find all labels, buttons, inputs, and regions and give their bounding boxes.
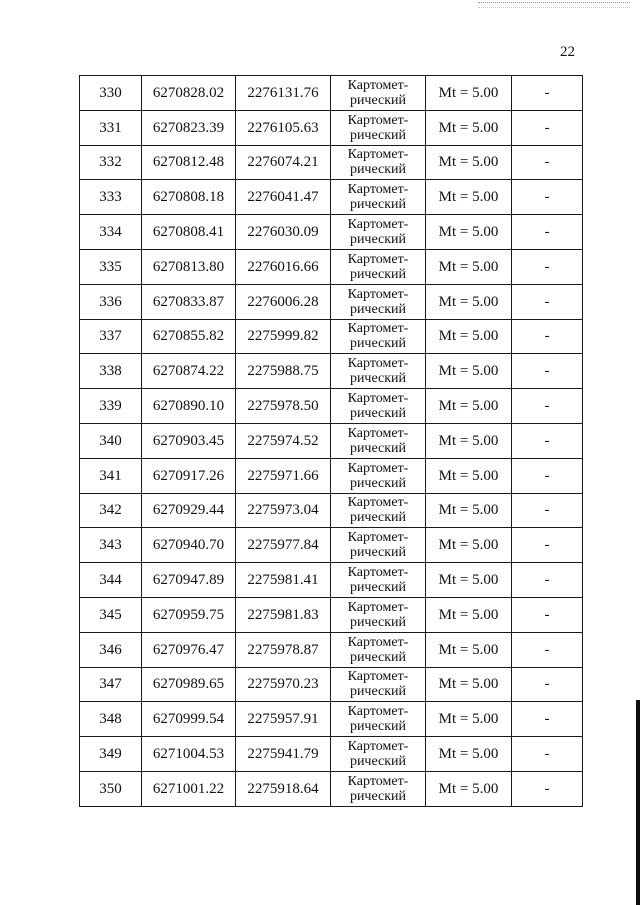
method-line-2: рический [349, 197, 407, 213]
note-cell: - [512, 423, 583, 458]
point-number-cell: 348 [80, 702, 142, 737]
method-line-2: рический [349, 510, 407, 526]
point-number-cell: 343 [80, 528, 142, 563]
table-row [80, 110, 583, 145]
y-coordinate-cell: 2276006.28 [236, 284, 331, 319]
table-row [80, 354, 583, 389]
method-line-1: Картомет- [347, 704, 409, 720]
method-cell [331, 702, 426, 737]
y-coordinate-cell: 2275978.50 [236, 389, 331, 424]
method-line-1: Картомет- [347, 147, 409, 163]
x-coordinate-cell: 6270999.54 [142, 702, 236, 737]
y-coordinate-cell: 2275981.83 [236, 597, 331, 632]
point-number-cell: 347 [80, 667, 142, 702]
x-coordinate-cell: 6270833.87 [142, 284, 236, 319]
table-row [80, 249, 583, 284]
point-number-cell: 336 [80, 284, 142, 319]
table-row [80, 771, 583, 806]
method-cell [331, 597, 426, 632]
x-coordinate-cell: 6271004.53 [142, 737, 236, 772]
table-row [80, 632, 583, 667]
x-coordinate-cell: 6270812.48 [142, 145, 236, 180]
y-coordinate-cell: 2276074.21 [236, 145, 331, 180]
note-cell: - [512, 597, 583, 632]
accuracy-cell: Mt = 5.00 [426, 284, 512, 319]
y-coordinate-cell: 2275977.84 [236, 528, 331, 563]
method-line-1: Картомет- [347, 634, 409, 650]
x-coordinate-cell: 6270903.45 [142, 423, 236, 458]
method-line-2: рический [349, 266, 407, 282]
point-number-cell: 334 [80, 215, 142, 250]
accuracy-cell: Mt = 5.00 [426, 528, 512, 563]
table-row [80, 667, 583, 702]
method-cell [331, 249, 426, 284]
table-row [80, 423, 583, 458]
accuracy-cell: Mt = 5.00 [426, 354, 512, 389]
method-line-1: Картомет- [347, 739, 409, 755]
point-number-cell: 344 [80, 563, 142, 598]
point-number-cell: 342 [80, 493, 142, 528]
note-cell: - [512, 215, 583, 250]
method-line-1: Картомет- [347, 321, 409, 337]
table-row [80, 284, 583, 319]
accuracy-cell: Mt = 5.00 [426, 76, 512, 111]
coordinates-table-body [80, 76, 583, 807]
y-coordinate-cell: 2275957.91 [236, 702, 331, 737]
x-coordinate-cell: 6270976.47 [142, 632, 236, 667]
note-cell: - [512, 563, 583, 598]
y-coordinate-cell: 2275941.79 [236, 737, 331, 772]
x-coordinate-cell: 6270808.41 [142, 215, 236, 250]
method-line-2: рический [349, 719, 407, 735]
method-cell [331, 423, 426, 458]
method-cell [331, 667, 426, 702]
note-cell: - [512, 145, 583, 180]
method-line-2: рический [349, 232, 407, 248]
method-cell [331, 354, 426, 389]
method-line-1: Картомет- [347, 669, 409, 685]
point-number-cell: 350 [80, 771, 142, 806]
method-cell [331, 145, 426, 180]
page-number: 22 [560, 44, 575, 60]
method-line-1: Картомет- [347, 112, 409, 128]
method-cell [331, 319, 426, 354]
x-coordinate-cell: 6270855.82 [142, 319, 236, 354]
method-line-1: Картомет- [347, 565, 409, 581]
method-line-2: рический [349, 301, 407, 317]
table-row [80, 493, 583, 528]
method-line-2: рический [349, 545, 407, 561]
accuracy-cell: Mt = 5.00 [426, 180, 512, 215]
method-line-2: рический [349, 336, 407, 352]
method-line-2: рический [349, 614, 407, 630]
table-row [80, 180, 583, 215]
table-row [80, 76, 583, 111]
method-line-2: рический [349, 580, 407, 596]
point-number-cell: 335 [80, 249, 142, 284]
x-coordinate-cell: 6270959.75 [142, 597, 236, 632]
note-cell: - [512, 632, 583, 667]
y-coordinate-cell: 2275970.23 [236, 667, 331, 702]
accuracy-cell: Mt = 5.00 [426, 632, 512, 667]
accuracy-cell: Mt = 5.00 [426, 215, 512, 250]
accuracy-cell: Mt = 5.00 [426, 493, 512, 528]
point-number-cell: 330 [80, 76, 142, 111]
point-number-cell: 340 [80, 423, 142, 458]
point-number-cell: 331 [80, 110, 142, 145]
accuracy-cell: Mt = 5.00 [426, 389, 512, 424]
y-coordinate-cell: 2275918.64 [236, 771, 331, 806]
note-cell: - [512, 180, 583, 215]
scan-header-noise [478, 2, 630, 8]
method-cell [331, 180, 426, 215]
method-line-1: Картомет- [347, 286, 409, 302]
table-row [80, 389, 583, 424]
accuracy-cell: Mt = 5.00 [426, 249, 512, 284]
method-cell [331, 737, 426, 772]
x-coordinate-cell: 6270917.26 [142, 458, 236, 493]
note-cell: - [512, 667, 583, 702]
accuracy-cell: Mt = 5.00 [426, 771, 512, 806]
table-row [80, 597, 583, 632]
point-number-cell: 345 [80, 597, 142, 632]
note-cell: - [512, 771, 583, 806]
point-number-cell: 346 [80, 632, 142, 667]
method-cell [331, 528, 426, 563]
method-line-1: Картомет- [347, 460, 409, 476]
coordinates-table [79, 75, 583, 807]
point-number-cell: 339 [80, 389, 142, 424]
accuracy-cell: Mt = 5.00 [426, 667, 512, 702]
y-coordinate-cell: 2275988.75 [236, 354, 331, 389]
point-number-cell: 349 [80, 737, 142, 772]
method-line-1: Картомет- [347, 77, 409, 93]
method-cell [331, 110, 426, 145]
x-coordinate-cell: 6270874.22 [142, 354, 236, 389]
method-cell [331, 458, 426, 493]
point-number-cell: 337 [80, 319, 142, 354]
note-cell: - [512, 389, 583, 424]
x-coordinate-cell: 6270828.02 [142, 76, 236, 111]
method-line-2: рический [349, 440, 407, 456]
table-row [80, 319, 583, 354]
x-coordinate-cell: 6270947.89 [142, 563, 236, 598]
method-cell [331, 771, 426, 806]
x-coordinate-cell: 6270890.10 [142, 389, 236, 424]
note-cell: - [512, 354, 583, 389]
method-line-1: Картомет- [347, 495, 409, 511]
method-line-2: рический [349, 788, 407, 804]
y-coordinate-cell: 2276131.76 [236, 76, 331, 111]
note-cell: - [512, 528, 583, 563]
method-line-2: рический [349, 162, 407, 178]
y-coordinate-cell: 2276016.66 [236, 249, 331, 284]
note-cell: - [512, 319, 583, 354]
y-coordinate-cell: 2276041.47 [236, 180, 331, 215]
note-cell: - [512, 458, 583, 493]
y-coordinate-cell: 2275973.04 [236, 493, 331, 528]
method-line-2: рический [349, 475, 407, 491]
y-coordinate-cell: 2275999.82 [236, 319, 331, 354]
point-number-cell: 332 [80, 145, 142, 180]
table-row [80, 702, 583, 737]
x-coordinate-cell: 6270808.18 [142, 180, 236, 215]
method-line-2: рический [349, 649, 407, 665]
x-coordinate-cell: 6270940.70 [142, 528, 236, 563]
note-cell: - [512, 737, 583, 772]
method-line-2: рический [349, 684, 407, 700]
x-coordinate-cell: 6271001.22 [142, 771, 236, 806]
x-coordinate-cell: 6270823.39 [142, 110, 236, 145]
method-cell [331, 284, 426, 319]
method-line-1: Картомет- [347, 425, 409, 441]
accuracy-cell: Mt = 5.00 [426, 597, 512, 632]
accuracy-cell: Mt = 5.00 [426, 145, 512, 180]
method-line-1: Картомет- [347, 391, 409, 407]
accuracy-cell: Mt = 5.00 [426, 110, 512, 145]
accuracy-cell: Mt = 5.00 [426, 737, 512, 772]
point-number-cell: 338 [80, 354, 142, 389]
y-coordinate-cell: 2275981.41 [236, 563, 331, 598]
note-cell: - [512, 76, 583, 111]
method-cell [331, 632, 426, 667]
y-coordinate-cell: 2276030.09 [236, 215, 331, 250]
method-cell [331, 389, 426, 424]
x-coordinate-cell: 6270989.65 [142, 667, 236, 702]
table-row [80, 458, 583, 493]
table-row [80, 528, 583, 563]
x-coordinate-cell: 6270813.80 [142, 249, 236, 284]
note-cell: - [512, 493, 583, 528]
method-line-2: рический [349, 406, 407, 422]
table-row [80, 215, 583, 250]
method-line-2: рический [349, 371, 407, 387]
table-row [80, 563, 583, 598]
point-number-cell: 341 [80, 458, 142, 493]
method-line-2: рический [349, 127, 407, 143]
method-cell [331, 493, 426, 528]
note-cell: - [512, 702, 583, 737]
accuracy-cell: Mt = 5.00 [426, 458, 512, 493]
table-row [80, 145, 583, 180]
y-coordinate-cell: 2275978.87 [236, 632, 331, 667]
y-coordinate-cell: 2275974.52 [236, 423, 331, 458]
note-cell: - [512, 249, 583, 284]
note-cell: - [512, 110, 583, 145]
x-coordinate-cell: 6270929.44 [142, 493, 236, 528]
accuracy-cell: Mt = 5.00 [426, 563, 512, 598]
method-cell [331, 563, 426, 598]
method-cell [331, 76, 426, 111]
accuracy-cell: Mt = 5.00 [426, 702, 512, 737]
method-cell [331, 215, 426, 250]
method-line-2: рический [349, 92, 407, 108]
method-line-2: рический [349, 754, 407, 770]
method-line-1: Картомет- [347, 530, 409, 546]
point-number-cell: 333 [80, 180, 142, 215]
method-line-1: Картомет- [347, 356, 409, 372]
accuracy-cell: Mt = 5.00 [426, 319, 512, 354]
y-coordinate-cell: 2276105.63 [236, 110, 331, 145]
y-coordinate-cell: 2275971.66 [236, 458, 331, 493]
note-cell: - [512, 284, 583, 319]
scan-edge-shadow [636, 700, 640, 905]
table-row [80, 737, 583, 772]
method-line-1: Картомет- [347, 773, 409, 789]
method-line-1: Картомет- [347, 599, 409, 615]
accuracy-cell: Mt = 5.00 [426, 423, 512, 458]
method-line-1: Картомет- [347, 182, 409, 198]
method-line-1: Картомет- [347, 217, 409, 233]
method-line-1: Картомет- [347, 251, 409, 267]
